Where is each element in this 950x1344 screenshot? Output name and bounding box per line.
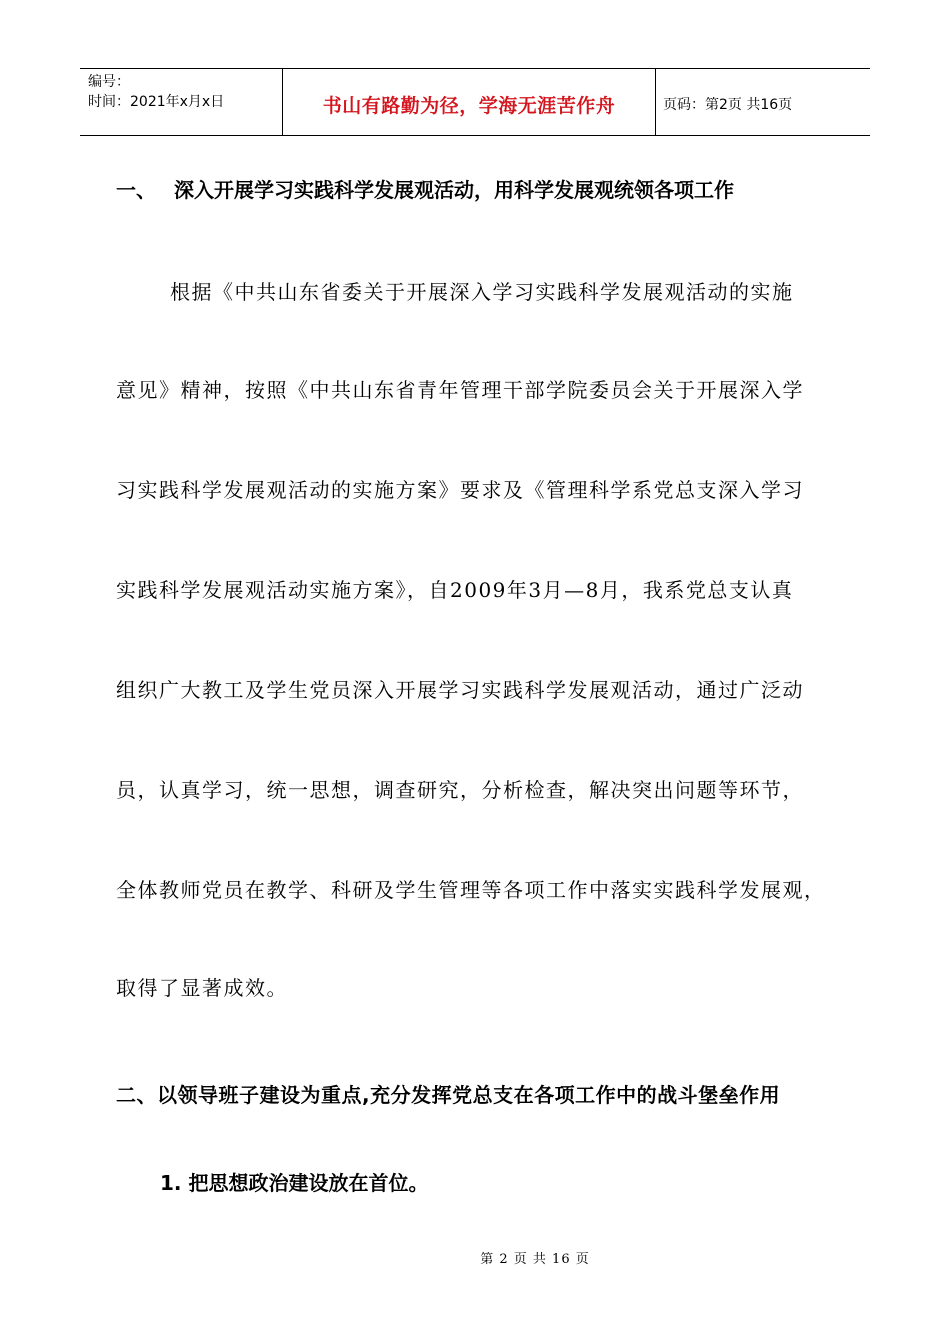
section-1-heading — [116, 174, 734, 203]
subsection-heading: 1. 把思想政治建设放在首位。 — [160, 1171, 429, 1195]
section-1-title: 深入开展学习实践科学发展观活动，用科学发展观统领各项工作 — [174, 178, 734, 202]
header-meta — [80, 69, 282, 135]
paragraph-line: 取得了显著成效。 — [116, 976, 288, 1000]
paragraph-line: 员，认真学习，统一思想，调查研究，分析检查，解决突出问题等环节， — [116, 778, 804, 802]
paragraph-line: 实践科学发展观活动实施方案》，自2009年3月—8月，我系党总支认真 — [116, 578, 794, 602]
paragraph-line: 全体教师党员在教学、科研及学生管理等各项工作中落实实践科学发展观， — [116, 878, 826, 902]
date-label: 时间：2021年x月x日 — [88, 94, 225, 110]
section-1-number: 一、 — [116, 178, 156, 202]
header-motto: 书山有路勤为径，学海无涯苦作舟 — [282, 69, 656, 135]
serial-number-label: 编号： — [88, 74, 130, 90]
paragraph-line: 意见》精神，按照《中共山东省青年管理干部学院委员会关于开展深入学 — [116, 378, 804, 402]
page-footer: 第 2 页 共 16 页 — [480, 1252, 590, 1267]
header-page-info: 页码：第2页 共16页 — [663, 97, 793, 113]
paragraph-line: 习实践科学发展观活动的实施方案》要求及《管理科学系党总支深入学习 — [116, 478, 804, 502]
section-2-heading: 二、以领导班子建设为重点,充分发挥党总支在各项工作中的战斗堡垒作用 — [116, 1083, 781, 1107]
paragraph-line: 组织广大教工及学生党员深入开展学习实践科学发展观活动，通过广泛动 — [116, 678, 804, 702]
document-header — [80, 68, 870, 136]
paragraph-line: 根据《中共山东省委关于开展深入学习实践科学发展观活动的实施 — [170, 280, 794, 304]
